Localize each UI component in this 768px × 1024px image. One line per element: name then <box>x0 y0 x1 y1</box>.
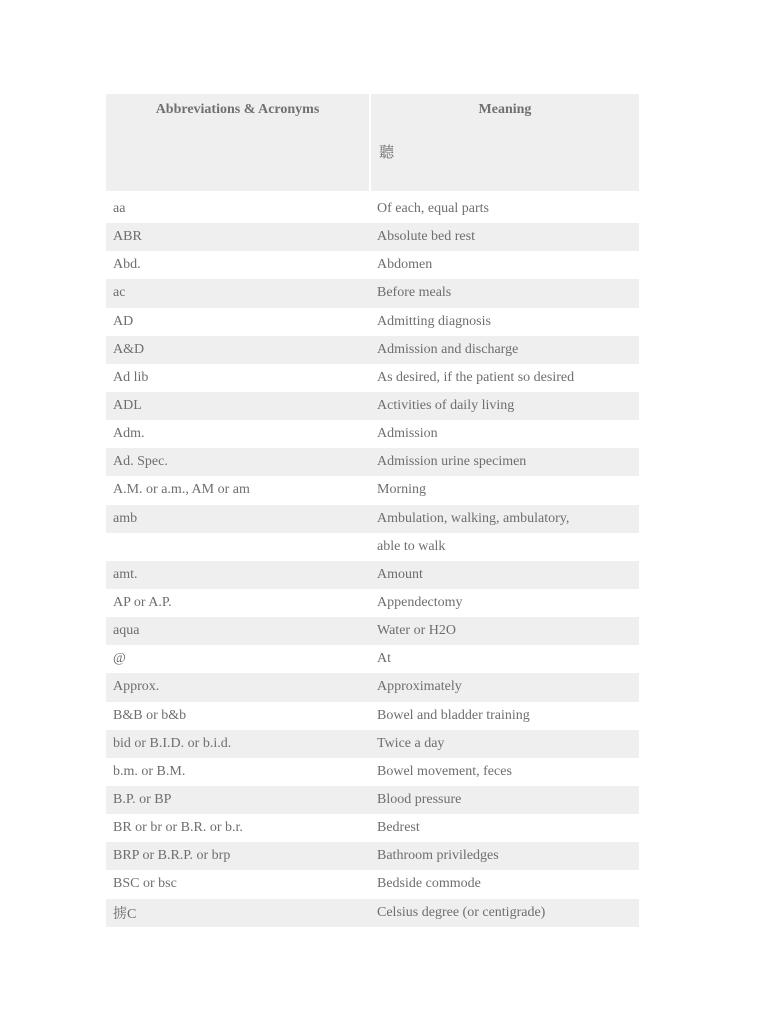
table-row <box>106 561 639 589</box>
header-meaning-sub: 聽 <box>379 145 395 161</box>
abbreviation-cell: Ad. Spec. <box>113 454 168 470</box>
abbreviation-cell: @ <box>113 651 126 667</box>
meaning-cell: At <box>377 651 391 667</box>
table-row <box>106 870 639 898</box>
abbreviation-cell: Adm. <box>113 426 145 442</box>
header-meaning <box>371 94 639 191</box>
meaning-cell: Twice a day <box>377 735 445 751</box>
meaning-cell: Appendectomy <box>377 595 463 611</box>
table-row <box>106 505 639 533</box>
meaning-cell: Absolute bed rest <box>377 229 475 245</box>
table-row <box>106 702 639 730</box>
meaning-cell: Bowel movement, feces <box>377 763 512 779</box>
table-row <box>106 308 639 336</box>
table-row <box>106 533 639 561</box>
table-header <box>106 94 639 191</box>
abbreviation-cell: amb <box>113 510 138 526</box>
table-row <box>106 279 639 307</box>
table-row <box>106 448 639 476</box>
meaning-cell: able to walk <box>377 538 446 554</box>
meaning-cell: Blood pressure <box>377 792 462 808</box>
abbreviation-cell: B.P. or BP <box>113 792 172 808</box>
header-abbreviations <box>106 94 369 191</box>
table-row <box>106 223 639 251</box>
table-row <box>106 645 639 673</box>
meaning-cell: Of each, equal parts <box>377 201 489 217</box>
meaning-cell: Admission <box>377 426 438 442</box>
meaning-cell: Bedrest <box>377 820 420 836</box>
abbreviation-cell: A.M. or a.m., AM or am <box>113 482 250 498</box>
abbreviation-cell: ADL <box>113 398 142 414</box>
abbreviation-cell: B&B or b&b <box>113 707 187 723</box>
meaning-cell: Admitting diagnosis <box>377 313 491 329</box>
abbreviation-cell: BRP or B.R.P. or brp <box>113 848 231 864</box>
table-row <box>106 364 639 392</box>
abbreviation-cell: AD <box>113 313 134 329</box>
table-row <box>106 251 639 279</box>
abbreviation-cell: Approx. <box>113 679 160 695</box>
abbreviation-cell: 掳C <box>113 906 137 922</box>
meaning-cell: Admission urine specimen <box>377 454 527 470</box>
abbreviation-cell: Abd. <box>113 257 141 273</box>
table-row <box>106 730 639 758</box>
header-abbreviations-label: Abbreviations & Acronyms <box>155 102 320 117</box>
abbreviation-cell: b.m. or B.M. <box>113 763 186 779</box>
abbreviation-cell: Ad lib <box>113 369 149 385</box>
abbreviation-cell: AP or A.P. <box>113 595 172 611</box>
table-row <box>106 476 639 504</box>
meaning-cell: Amount <box>377 566 423 582</box>
table-row <box>106 814 639 842</box>
table-row <box>106 392 639 420</box>
meaning-cell: Bowel and bladder training <box>377 707 530 723</box>
meaning-cell: Admission and discharge <box>377 341 519 357</box>
meaning-cell: Before meals <box>377 285 452 301</box>
meaning-cell: Ambulation, walking, ambulatory, <box>377 510 570 526</box>
abbreviation-cell: amt. <box>113 566 138 582</box>
meaning-cell: As desired, if the patient so desired <box>377 369 575 385</box>
table-row <box>106 758 639 786</box>
abbreviations-table <box>106 94 639 927</box>
table-row <box>106 899 639 927</box>
abbreviation-cell: BSC or bsc <box>113 876 177 892</box>
abbreviation-cell: ABR <box>113 229 142 245</box>
abbreviation-cell: ac <box>113 285 126 301</box>
meaning-cell: Water or H2O <box>377 623 456 639</box>
abbreviation-cell: aa <box>113 201 126 217</box>
meaning-cell: Activities of daily living <box>377 398 515 414</box>
abbreviation-cell: BR or br or B.R. or b.r. <box>113 820 243 836</box>
meaning-cell: Bathroom priviledges <box>377 848 499 864</box>
table-body <box>106 195 639 927</box>
table-row <box>106 195 639 223</box>
table-row <box>106 786 639 814</box>
table-row <box>106 842 639 870</box>
meaning-cell: Abdomen <box>377 257 433 273</box>
header-meaning-label: Meaning <box>478 102 532 117</box>
table-row <box>106 673 639 701</box>
abbreviation-cell: aqua <box>113 623 140 639</box>
table-row <box>106 589 639 617</box>
table-row <box>106 336 639 364</box>
meaning-cell: Morning <box>377 482 426 498</box>
abbreviation-cell: A&D <box>113 341 145 357</box>
abbreviation-cell: bid or B.I.D. or b.i.d. <box>113 735 232 751</box>
meaning-cell: Approximately <box>377 679 462 695</box>
meaning-cell: Celsius degree (or centigrade) <box>377 904 546 920</box>
table-row <box>106 617 639 645</box>
table-row <box>106 420 639 448</box>
meaning-cell: Bedside commode <box>377 876 481 892</box>
